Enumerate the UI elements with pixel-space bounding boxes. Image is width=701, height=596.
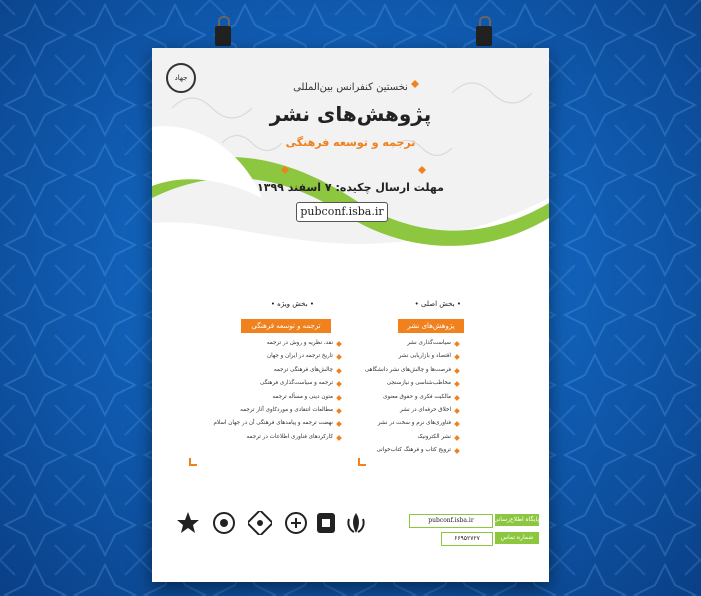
list-item: مخاطب‌شناسی و نیازسنجی: [309, 377, 459, 390]
institute-logo-icon: [248, 511, 272, 535]
binder-clip-right: [475, 16, 493, 48]
list-item: فرصت‌ها و چالش‌های نشر دانشگاهی: [309, 364, 459, 377]
main-section-tag: پژوهش‌های نشر: [398, 319, 464, 333]
main-section-heading: • بخش اصلی •: [414, 300, 461, 308]
list-item: چالش‌های فرهنگی ترجمه: [181, 364, 341, 377]
flower-logo-icon: [212, 511, 236, 535]
list-item: نهضت ترجمه و پیامدهای فرهنگی آن در جهان اسلام: [181, 417, 341, 430]
conference-subtitle: نخستین کنفرانس بین‌المللی: [293, 82, 408, 93]
footer-website[interactable]: pubconf.isba.ir: [409, 514, 493, 528]
corner-ornament: [189, 458, 197, 466]
list-item: اخلاق حرفه‌ای در نشر: [309, 404, 459, 417]
list-item: ترجمه و سیاست‌گذاری فرهنگی: [181, 377, 341, 390]
contact-label: شماره تماس: [495, 532, 539, 544]
list-item: ترویج کتاب و فرهنگ کتاب‌خوانی: [309, 444, 459, 457]
deadline-text: مهلت ارسال چکیده: ۷ اسفند ۱۳۹۹: [257, 181, 444, 194]
list-item: مطالعات انتقادی و موردکاوی آثار ترجمه: [181, 404, 341, 417]
special-section-heading: • بخش ویژه •: [270, 300, 314, 308]
jahad-top-logo: جهاد: [166, 63, 196, 93]
info-label: پایگاه اطلاع‌رسانی: [495, 514, 539, 526]
university-logo-icon: [314, 511, 338, 535]
list-item: سیاست‌گذاری نشر: [309, 337, 459, 350]
list-item: اقتصاد و بازاریابی نشر: [309, 350, 459, 363]
list-item: نقد، نظریه و روش در ترجمه: [181, 337, 341, 350]
list-item: فناوری‌های نرم و سخت در نشر: [309, 417, 459, 430]
iran-emblem-icon: [344, 511, 368, 535]
list-item: متون دینی و مسأله ترجمه: [181, 391, 341, 404]
website-box[interactable]: pubconf.isba.ir: [296, 202, 388, 222]
star-logo-icon: [176, 511, 200, 535]
conference-poster: [152, 48, 549, 582]
phone-number[interactable]: ۶۶۹۵۲۷۲۷: [441, 532, 493, 546]
conference-title: پژوهش‌های نشر: [269, 102, 432, 126]
list-item: مالکیت فکری و حقوق معنوی: [309, 391, 459, 404]
jahad-logo-icon: [284, 511, 308, 535]
list-item: نشر الکترونیک: [309, 431, 459, 444]
list-item: تاریخ ترجمه در ایران و جهان: [181, 350, 341, 363]
binder-clip-left: [214, 16, 232, 48]
conference-theme: ترجمه و توسعه فرهنگی: [285, 136, 416, 149]
corner-ornament: [358, 458, 366, 466]
special-section-tag: ترجمه و توسعه فرهنگی: [241, 319, 331, 333]
special-section-list: [181, 337, 341, 444]
list-item: کارکردهای فناوری اطلاعات در ترجمه: [181, 431, 341, 444]
